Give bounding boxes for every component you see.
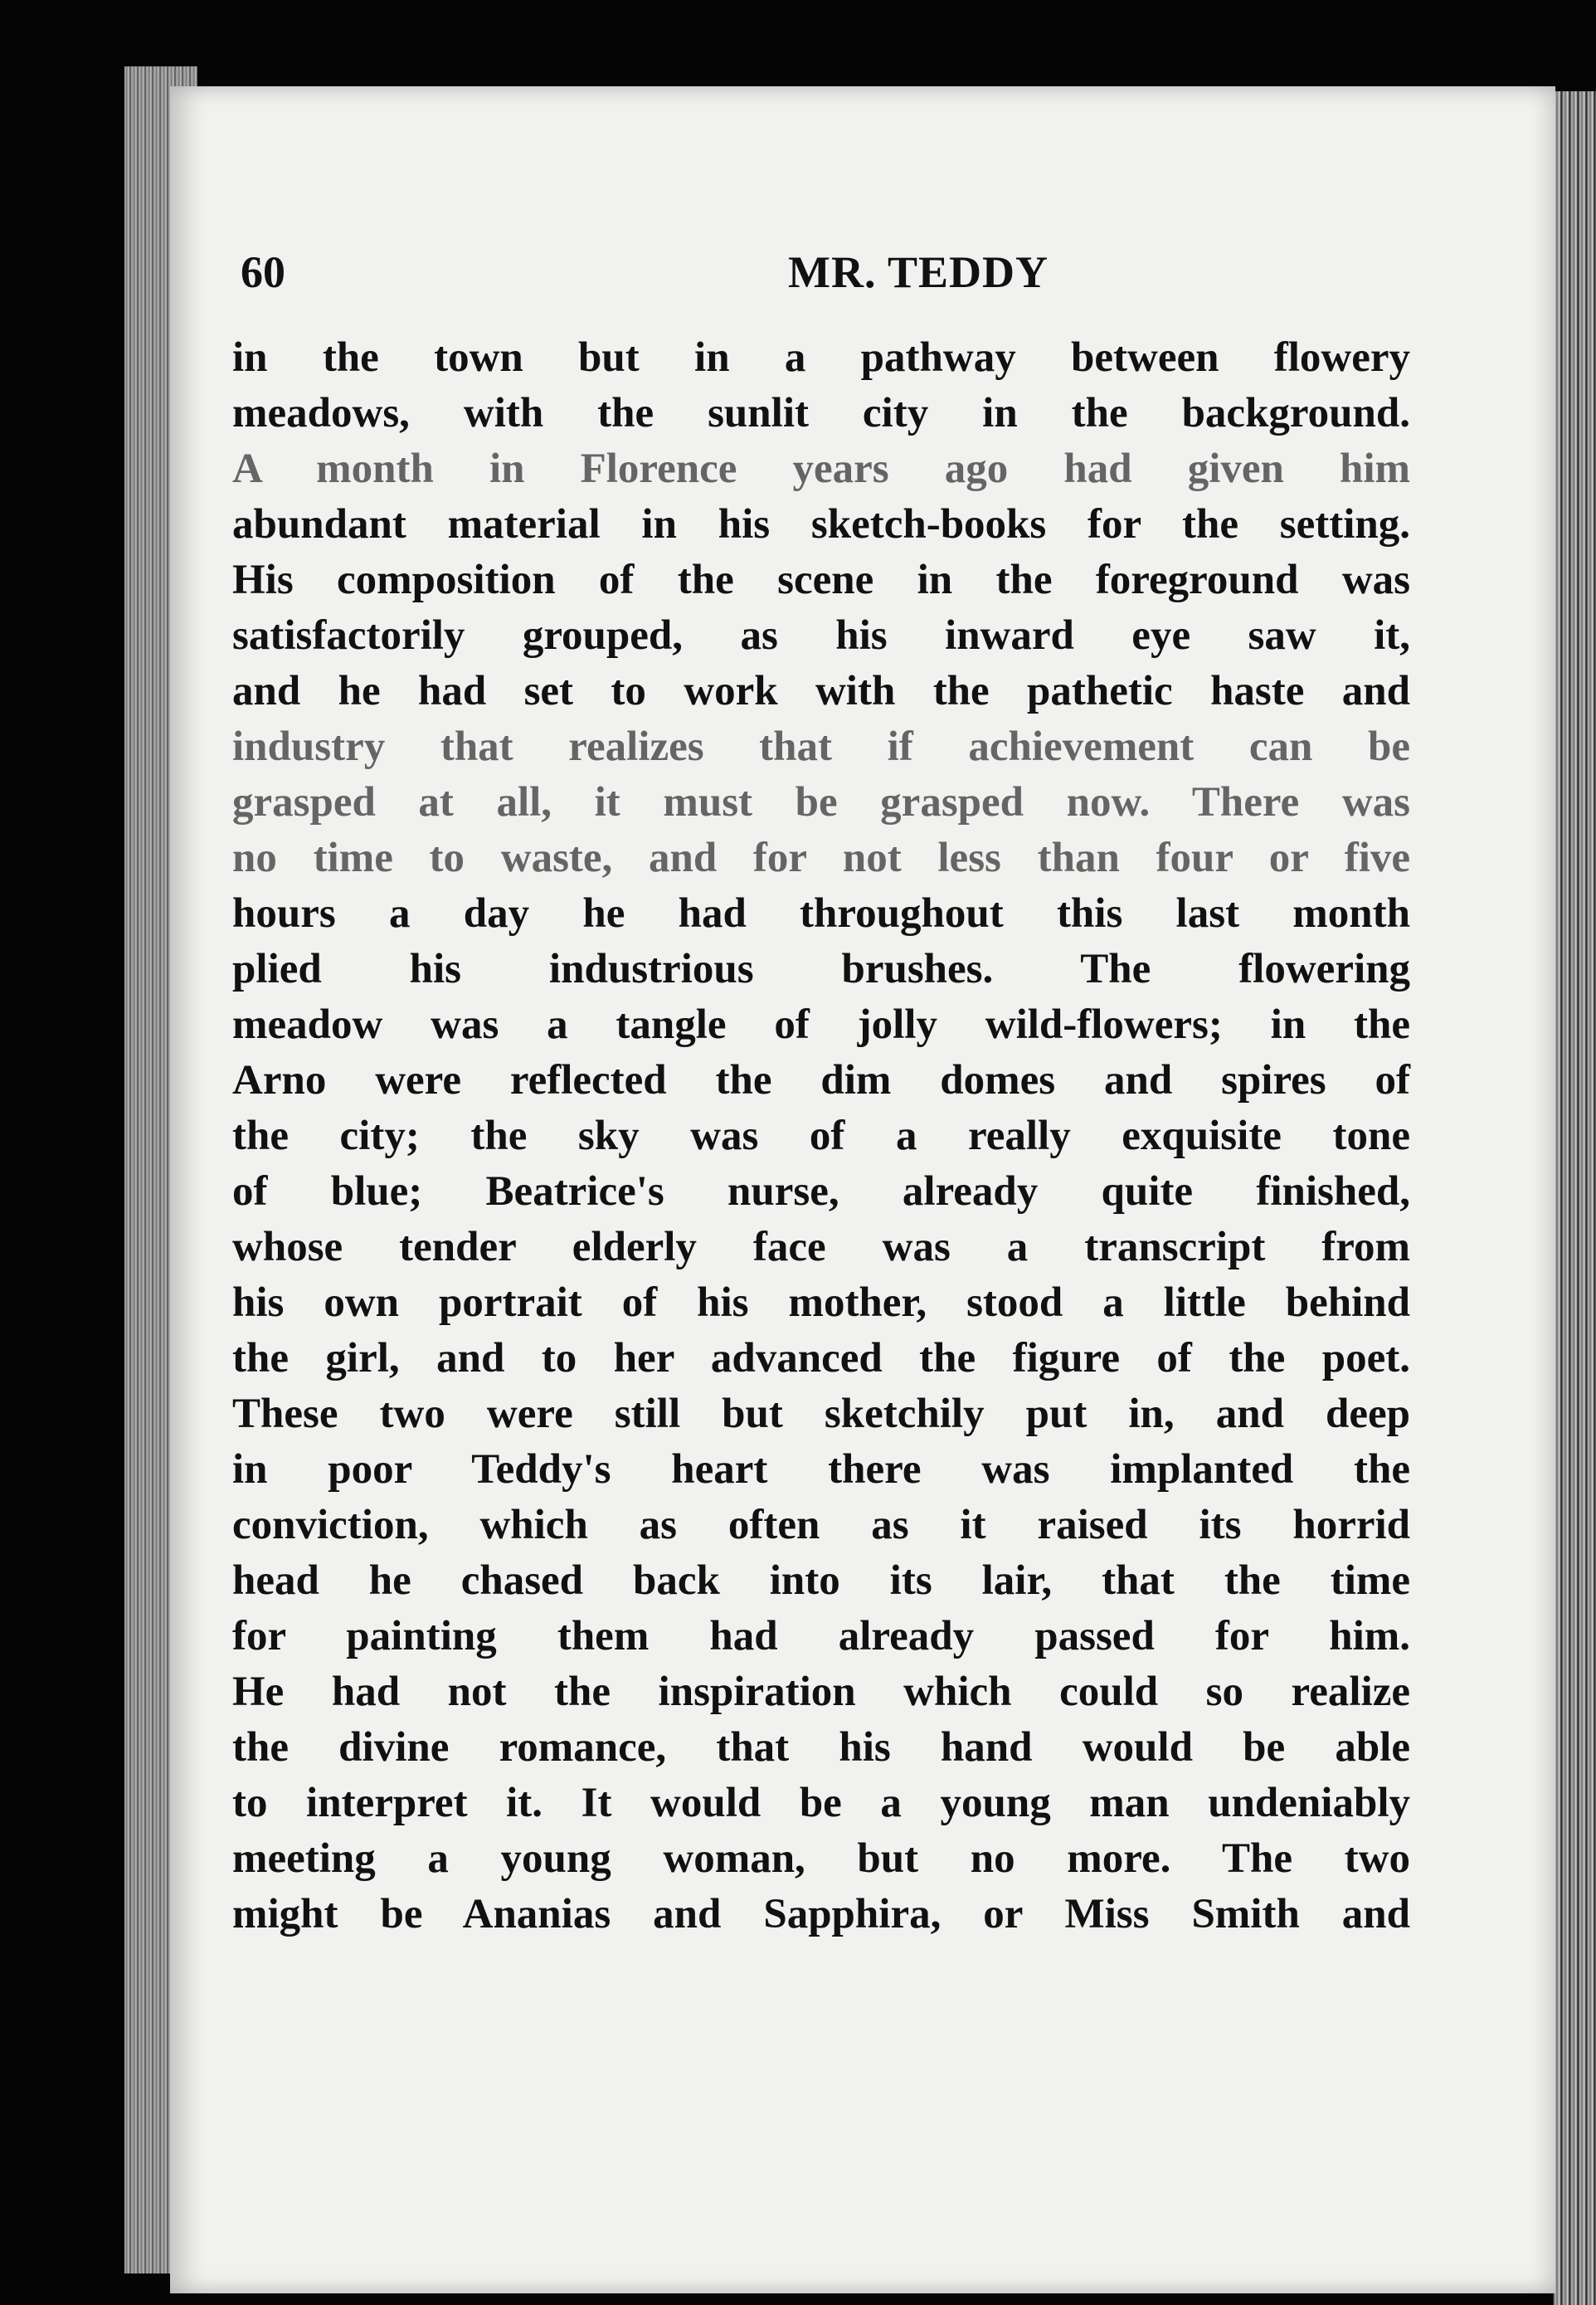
text-line: in poor Teddy's heart there was implanted the: [232, 1446, 1410, 1493]
text-line: Arno were reflected the dim domes and spires of: [232, 1057, 1410, 1104]
text-line: the city; the sky was of a really exquisite tone: [232, 1113, 1410, 1159]
text-line: of blue; Beatrice's nurse, already quite finished,: [232, 1168, 1410, 1215]
text-line: and he had set to work with the pathetic haste and: [232, 668, 1410, 714]
text-line: industry that realizes that if achievement can be: [232, 724, 1410, 770]
text-line: no time to waste, and for not less than four or five: [232, 835, 1410, 881]
text-line: his own portrait of his mother, stood a little behind: [232, 1279, 1410, 1326]
text-line: His composition of the scene in the foreground was: [232, 557, 1410, 603]
text-line: the divine romance, that his hand would be able: [232, 1724, 1410, 1771]
text-line: to interpret it. It would be a young man undeniably: [232, 1780, 1410, 1826]
text-line: grasped at all, it must be grasped now. There was: [232, 779, 1410, 826]
text-line: meadow was a tangle of jolly wild-flowers; in the: [232, 1001, 1410, 1048]
text-line: head he chased back into its lair, that the time: [232, 1557, 1410, 1604]
text-line: the girl, and to her advanced the figure of the poet.: [232, 1335, 1410, 1382]
page-header: [241, 239, 1418, 305]
text-line: abundant material in his sketch-books for the setting.: [232, 501, 1410, 548]
text-line: These two were still but sketchily put in, and deep: [232, 1391, 1410, 1437]
text-line: conviction, which as often as it raised its horrid: [232, 1502, 1410, 1548]
text-line: for painting them had already passed for him.: [232, 1613, 1410, 1659]
text-line: might be Ananias and Sapphira, or Miss Smith and: [232, 1891, 1410, 1937]
text-line: whose tender elderly face was a transcript from: [232, 1224, 1410, 1270]
text-line: in the town but in a pathway between flowery: [232, 334, 1410, 381]
text-line: plied his industrious brushes. The flowering: [232, 946, 1410, 992]
body-text: [232, 330, 1410, 1942]
text-line: hours a day he had throughout this last month: [232, 890, 1410, 937]
text-line: meeting a young woman, but no more. The two: [232, 1835, 1410, 1882]
right-page-edge: [1553, 91, 1596, 2305]
text-line: A month in Florence years ago had given him: [232, 446, 1410, 492]
text-line: He had not the inspiration which could so realize: [232, 1669, 1410, 1715]
running-title: MR. TEDDY: [788, 247, 1049, 297]
text-line: meadows, with the sunlit city in the background.: [232, 390, 1410, 436]
page-number: 60: [241, 247, 285, 297]
text-line: satisfactorily grouped, as his inward eye saw it,: [232, 612, 1410, 659]
